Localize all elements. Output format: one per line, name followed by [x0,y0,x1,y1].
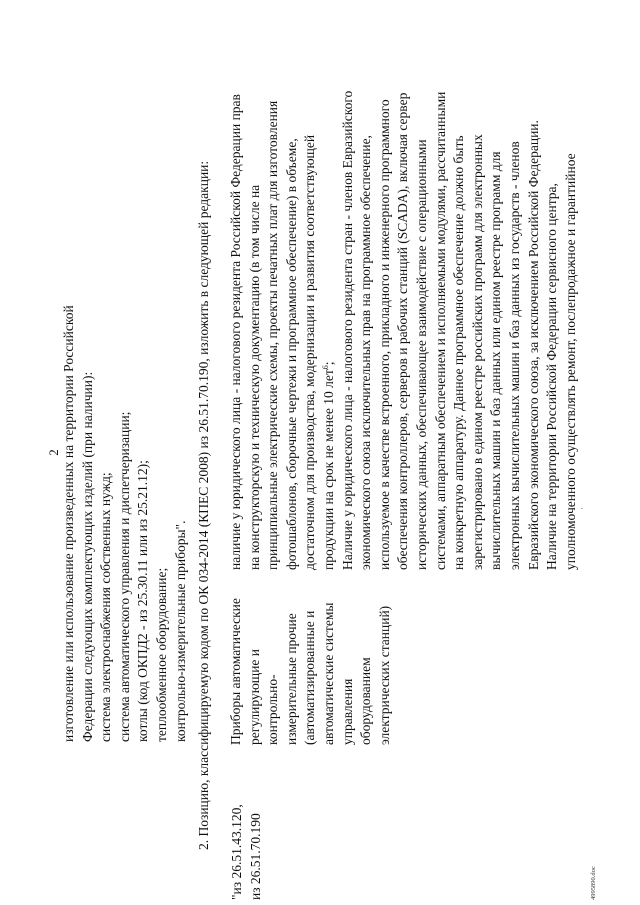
name-line: контрольно- [265,674,281,745]
name-line: автоматические системы [320,602,336,745]
name-line: Приборы автоматические [228,598,243,745]
text-line: Федерации следующих комплектующих изделий (при наличии): [79,371,95,742]
requirement-line: Наличие у юридического лица - налогового резидента стран - членов Евразийского [339,90,355,570]
footnote-mark: 6 [320,365,330,370]
continuation-text [60,52,190,742]
requirement-line: электронных вычислительных машин и баз данных из государств - членов [506,141,522,570]
name-line: (автоматизированные и [302,610,318,745]
requirement-text: продукции на срок не менее 10 лет [320,369,336,570]
name-line: управления [339,678,355,745]
text-line: котлы (код ОКПД2 - из 25.30.11 или из 25.21.12); [135,460,151,742]
text-line: система автоматического управления и диспетчеризации; [116,411,132,742]
product-code: из 26.51.70.190 [248,813,264,900]
requirement-line: вычислительных машин и баз данных или едином реестре программ для [488,151,504,570]
requirement-line: принципиальные электрические схемы, проекты печатных плат для изготовления [265,100,281,570]
name-line: оборудованием [358,657,374,745]
requirement-line: Евразийского экономического союза, за исключением Российской Федерации. [525,120,541,570]
requirement-line: наличие у юридического лица - налогового резидента Российской Федерации прав [228,94,243,570]
requirement-line: экономического союза исключительных прав на программное обеспечение, [358,135,374,570]
requirement-tail: ; [320,361,336,366]
requirement-line: системами, аппаратным обеспечением и исполняемыми модулями, рассчитанными [432,91,448,570]
requirement-line: достаточном для производства, модернизации и развития соответствующей [302,134,318,570]
name-line: регулирующие и [246,648,262,745]
amendment-heading: 2. Позицию, классифицируемую кодом по ОК 034-2014 (КПЕС 2008) из 26.51.70.190, изложить в следующей редакции: [196,160,211,850]
requirement-line: Наличие на территории Российской Федерации сервисного центра, [544,183,560,570]
requirement-line: уполномоченного осуществлять ремонт, послепродажное и гарантийное [562,153,578,570]
requirement-line: на конструкторскую и техническую документацию (в том числе на [246,184,262,570]
requirement-line: на конкретную аппаратуру. Данное программное обеспечение должно быть [451,135,467,570]
requirement-line: обеспечения контроллеров, серверов и рабочих станций (SCADA), включая сервер [395,92,411,570]
scan-mark: · [577,507,587,510]
name-line: электрических станций) [376,605,392,745]
requirement-line: используемое в качестве встроенного, прикладного и инженерного программного [376,99,392,570]
text-line: система электроснабжения собственных нужд; [98,472,114,742]
product-codes-cell [227,750,266,900]
text-line: контрольно-измерительные приборы". [172,520,188,742]
requirement-line: фотошаблонов, сборочные чертежи и программное обеспечение) в объеме, [283,138,299,570]
requirements-cell [227,30,580,570]
requirement-line-with-footnote [320,30,339,570]
page-number: 2 [46,449,61,456]
name-line: измерительные прочие [283,613,299,745]
product-name-cell [227,580,394,745]
text-line: изготовление или использование произведенных на территории Российской [61,305,76,742]
product-code: "из 26.51.43.120, [229,804,244,900]
file-name-footer: 4995890.doc [590,866,597,900]
requirement-line: зарегистрировано в едином реестре российских программ для электронных [469,134,485,570]
text-line: теплообменное оборудование; [153,567,169,742]
requirement-line: исторических данных, обеспечивающее взаимодействие с операционными [413,139,429,570]
